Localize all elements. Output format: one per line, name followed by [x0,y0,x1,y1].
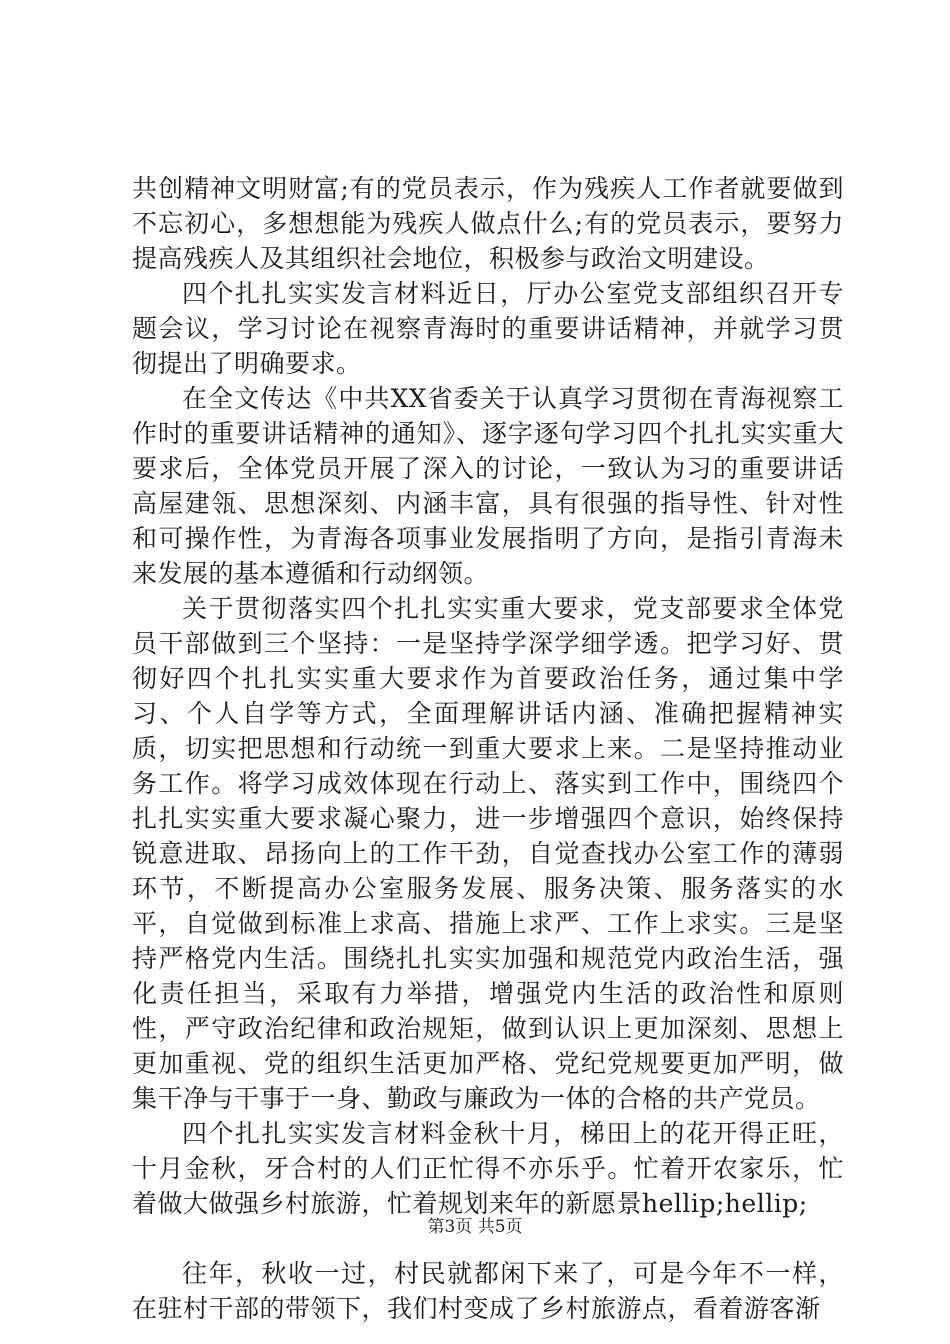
paragraph-4: 关于贯彻落实四个扎扎实实重大要求，党支部要求全体党员干部做到三个坚持：一是坚持学深学细学透。把学习好、贯彻好四个扎扎实实重大要求作为首要政治任务，通过集中学习、个人自学等方式，全面理解讲话内涵、准确把握精神实质，切实把思想和行动统一到重大要求上来。二是坚持推动业务工作。将学习成效体现在行动上、落实到工作中，围绕四个扎扎实实重大要求凝心聚力，进一步增强四个意识，始终保持锐意进取、昂扬向上的工作干劲，自觉查找办公室工作的薄弱环节，不断提高办公室服务发展、服务决策、服务落实的水平，自觉做到标准上求高、措施上求严、工作上求实。三是坚持严格党内生活。围绕扎扎实实加强和规范党内政治生活，强化责任担当，采取有力举措，增强党内生活的政治性和原则性，严守政治纪律和政治规矩，做到认识上更加深刻、思想上更加重视、党的组织生活更加严格、党纪党规要更加严明，做集干净与干事于一身、勤政与廉政为一体的合格的共产党员。 [132,594,844,1113]
paragraph-2: 四个扎扎实实发言材料近日，厅办公室党支部组织召开专题会议，学习讨论在视察青海时的重要讲话精神，并就学习贯彻提出了明确要求。 [132,279,844,378]
paragraph-5: 四个扎扎实实发言材料金秋十月，梯田上的花开得正旺，十月金秋，牙合村的人们正忙得不亦乐乎。忙着开农家乐，忙着做大做强乡村旅游，忙着规划来年的新愿景hellip;hellip; [132,1119,844,1218]
page-footer: 第3页 共5页 [427,1217,523,1237]
document-body [132,171,844,1326]
paragraph-6: 往年，秋收一过，村民就都闲下来了，可是今年不一样，在驻村干部的带领下，我们村变成了乡村旅游点，看着游客渐 [132,1259,844,1323]
paragraph-3: 在全文传达《中共XX省委关于认真学习贯彻在青海视察工作时的重要讲话精神的通知》、逐字逐句学习四个扎扎实实重大要求后，全体党员开展了深入的讨论，一致认为习的重要讲话高屋建瓴、思想深刻、内涵丰富，具有很强的指导性、针对性和可操作性，为青海各项事业发展指明了方向，是指引青海未来发展的基本遵循和行动纲领。 [132,384,844,588]
paragraph-1: 共创精神文明财富;有的党员表示，作为残疾人工作者就要做到不忘初心，多想想能为残疾人做点什么;有的党员表示，要努力提高残疾人及其组织社会地位，积极参与政治文明建设。 [132,174,844,273]
